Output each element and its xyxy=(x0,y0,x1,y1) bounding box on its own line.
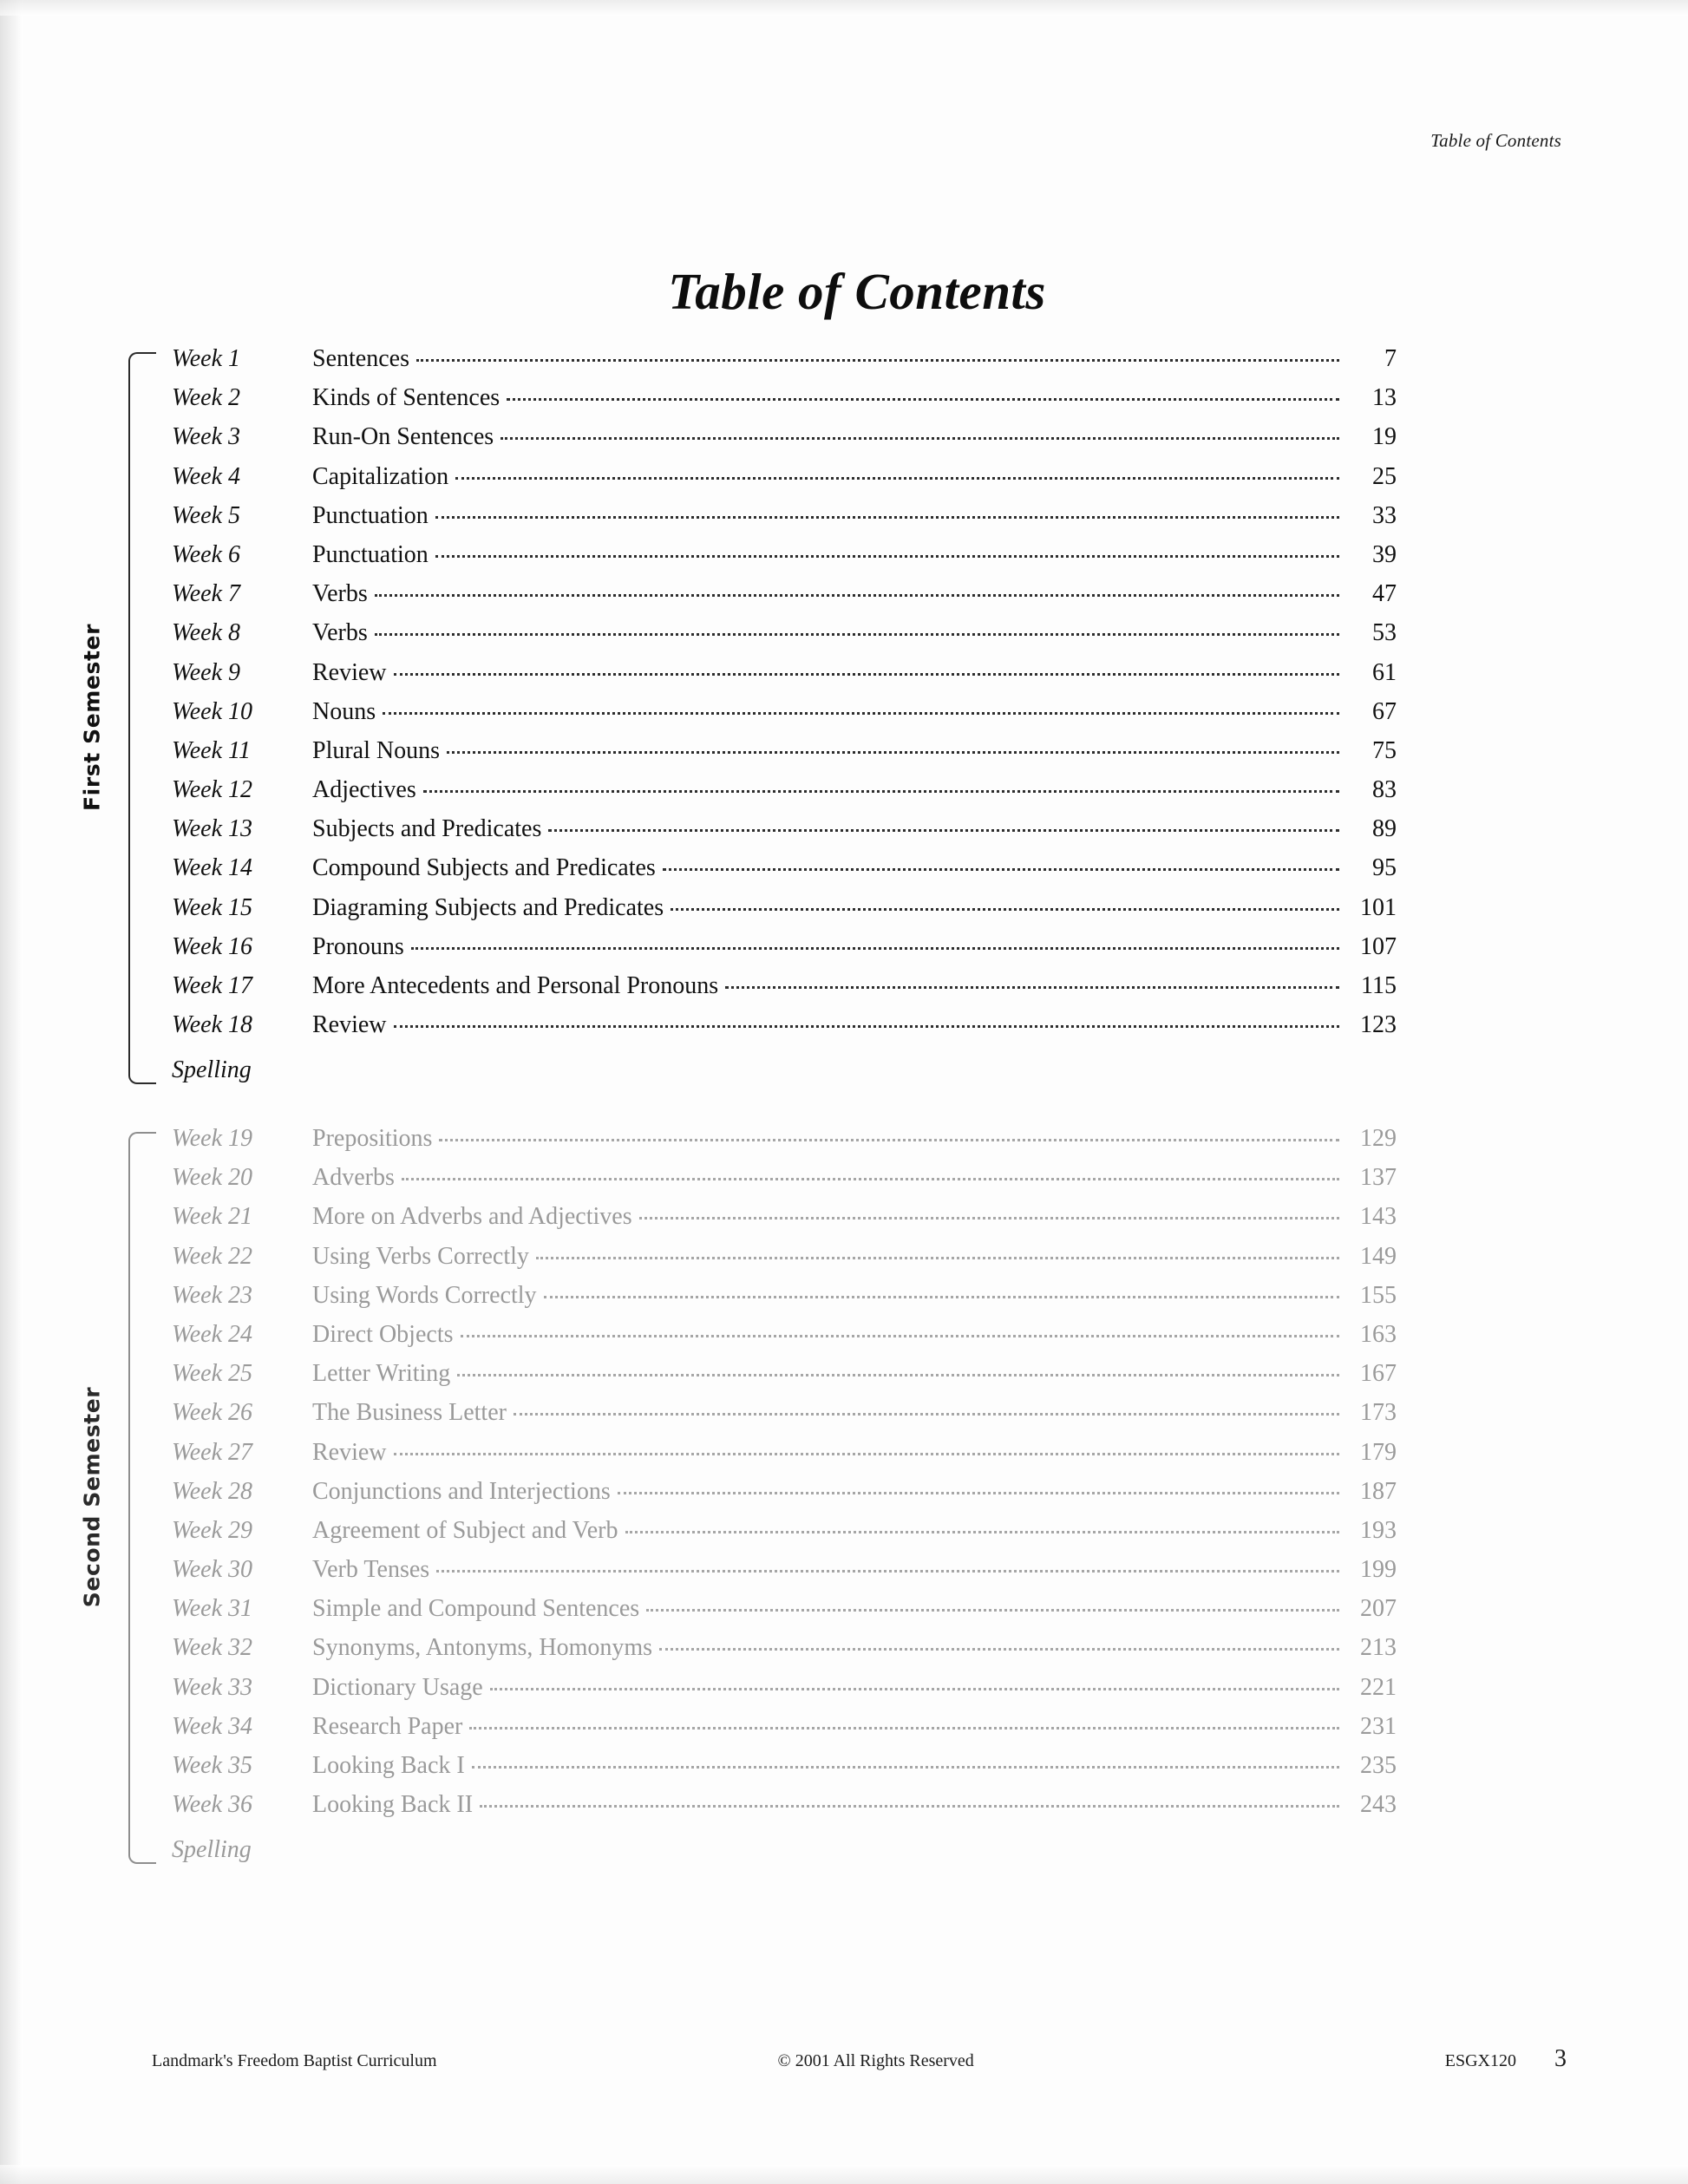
toc-entry-page: 193 xyxy=(1360,1516,1397,1544)
toc-entry-week: Week 28 xyxy=(172,1477,253,1505)
toc-leader-dots xyxy=(461,1335,1340,1337)
toc-entry-week: Week 36 xyxy=(172,1791,253,1819)
toc-leader-dots xyxy=(447,751,1339,754)
toc-leader-dots xyxy=(725,986,1339,989)
semester-section-second xyxy=(79,1125,1397,1869)
toc-leader-dots xyxy=(455,477,1339,480)
toc-entry[interactable] xyxy=(172,1360,1397,1399)
toc-entry[interactable] xyxy=(172,345,1397,384)
toc-entry[interactable] xyxy=(172,815,1397,854)
toc-entry-title: Diagraming Subjects and Predicates xyxy=(312,893,664,921)
toc-leader-dots xyxy=(544,1296,1339,1298)
toc-entry-title: Run-On Sentences xyxy=(312,423,494,451)
toc-entry[interactable] xyxy=(172,1125,1397,1164)
toc-entry-title: More on Adverbs and Adjectives xyxy=(312,1203,632,1231)
toc-entry-week: Week 34 xyxy=(172,1712,253,1740)
toc-entry-page: 67 xyxy=(1372,697,1397,725)
toc-leader-dots xyxy=(435,516,1339,519)
semester-label-first: First Semester xyxy=(79,624,105,812)
toc-entry-page: 95 xyxy=(1372,854,1397,882)
toc-entry-title: Review xyxy=(312,658,387,686)
toc-leader-dots xyxy=(671,908,1339,911)
toc-entry-page: 243 xyxy=(1360,1791,1397,1819)
toc-leader-dots xyxy=(457,1374,1339,1376)
toc-entry-page: 155 xyxy=(1360,1281,1397,1309)
toc-entry-week: Week 11 xyxy=(172,736,251,764)
toc-entry-title: Review xyxy=(312,1011,387,1039)
toc-entry-week: Week 16 xyxy=(172,932,253,960)
toc-entry-page: 231 xyxy=(1360,1712,1397,1740)
toc-entry-page: 123 xyxy=(1360,1011,1397,1039)
toc-entry-page: 213 xyxy=(1360,1634,1397,1662)
toc-entry-page: 13 xyxy=(1372,384,1397,412)
toc-entry-title: Looking Back II xyxy=(312,1791,474,1819)
footer-product-code: ESGX120 xyxy=(1444,2051,1516,2070)
toc-entry-week: Week 18 xyxy=(172,1011,253,1039)
toc-leader-dots xyxy=(501,437,1339,440)
toc-entry-title: Verbs xyxy=(312,580,368,608)
toc-entry[interactable] xyxy=(172,1011,1397,1050)
toc-entry[interactable] xyxy=(172,1674,1397,1713)
toc-leader-dots xyxy=(659,1648,1339,1651)
page-title xyxy=(0,262,1688,322)
toc-leader-dots xyxy=(469,1727,1339,1730)
toc-entry-page: 47 xyxy=(1372,580,1397,608)
toc-entry-page: 89 xyxy=(1372,815,1397,843)
toc-leader-dots xyxy=(402,1178,1339,1180)
scan-edge-left xyxy=(0,0,23,2184)
toc-leader-dots xyxy=(394,1453,1339,1455)
toc-entry-week: Week 9 xyxy=(172,658,241,686)
toc-entry-title: Adjectives xyxy=(312,776,416,804)
semester-bracket-second xyxy=(128,1132,156,1864)
spelling-entry-first[interactable]: Spelling xyxy=(172,1056,252,1084)
toc-entry-title: Plural Nouns xyxy=(312,736,440,764)
toc-leader-dots xyxy=(439,1139,1339,1141)
toc-entry-page: 137 xyxy=(1360,1164,1397,1192)
toc-entry-week: Week 6 xyxy=(172,540,241,568)
toc-leader-dots xyxy=(639,1217,1339,1220)
toc-entry-week: Week 7 xyxy=(172,580,241,608)
toc-leader-dots xyxy=(394,1025,1339,1028)
scan-edge-top xyxy=(0,0,1688,16)
page-footer xyxy=(152,2045,1567,2073)
toc-entry-week: Week 4 xyxy=(172,462,241,490)
toc-entry-week: Week 33 xyxy=(172,1673,253,1701)
toc-entry[interactable] xyxy=(172,1752,1397,1791)
toc-leader-dots xyxy=(375,633,1339,636)
toc-entry-week: Week 14 xyxy=(172,854,253,882)
toc-entry-page: 61 xyxy=(1372,658,1397,686)
semester-section-first xyxy=(79,345,1397,1089)
toc-leader-dots xyxy=(618,1492,1339,1494)
toc-entry[interactable] xyxy=(172,463,1397,502)
toc-leader-dots xyxy=(411,947,1339,950)
toc-leader-dots xyxy=(490,1688,1339,1690)
toc-list-second-semester xyxy=(172,1125,1397,1830)
toc-entry-week: Week 23 xyxy=(172,1281,253,1309)
toc-entry[interactable] xyxy=(172,1321,1397,1360)
toc-entry-week: Week 12 xyxy=(172,776,253,804)
toc-leader-dots xyxy=(472,1766,1339,1769)
toc-entry-title: Capitalization xyxy=(312,462,449,490)
semester-bracket-first xyxy=(128,352,156,1084)
toc-entry[interactable] xyxy=(172,1595,1397,1634)
toc-entry[interactable] xyxy=(172,1791,1397,1830)
toc-entry-week: Week 35 xyxy=(172,1752,253,1779)
toc-entry-week: Week 10 xyxy=(172,697,253,725)
toc-entry-title: More Antecedents and Personal Pronouns xyxy=(312,972,719,999)
toc-entry-week: Week 17 xyxy=(172,972,253,999)
toc-entry-week: Week 5 xyxy=(172,501,241,529)
toc-entry-title: Using Words Correctly xyxy=(312,1281,537,1309)
toc-entry-title: Synonyms, Antonyms, Homonyms xyxy=(312,1634,653,1662)
toc-entry[interactable] xyxy=(172,933,1397,972)
toc-entry-page: 101 xyxy=(1360,893,1397,921)
page-title-text: Table of Contents xyxy=(668,262,1046,320)
toc-entry[interactable] xyxy=(172,1634,1397,1673)
toc-entry-page: 19 xyxy=(1372,423,1397,451)
toc-leader-dots xyxy=(435,555,1339,558)
toc-entry-week: Week 22 xyxy=(172,1242,253,1270)
toc-entry-page: 115 xyxy=(1361,972,1397,999)
toc-leader-dots xyxy=(548,829,1339,832)
toc-entry[interactable] xyxy=(172,1478,1397,1517)
toc-entry-week: Week 29 xyxy=(172,1516,253,1544)
toc-entry[interactable] xyxy=(172,854,1397,893)
toc-entry-week: Week 32 xyxy=(172,1634,253,1662)
toc-entry-page: 187 xyxy=(1360,1477,1397,1505)
toc-entry-week: Week 26 xyxy=(172,1399,253,1427)
toc-entry-page: 143 xyxy=(1360,1203,1397,1231)
toc-entry-week: Week 25 xyxy=(172,1360,253,1388)
toc-entry-title: Dictionary Usage xyxy=(312,1673,483,1701)
toc-entry-page: 173 xyxy=(1360,1399,1397,1427)
footer-page-number: 3 xyxy=(1554,2045,1567,2072)
footer-copyright: © 2001 All Rights Reserved xyxy=(777,2051,974,2070)
toc-entry-title: Letter Writing xyxy=(312,1360,451,1388)
toc-entry-title: Simple and Compound Sentences xyxy=(312,1595,640,1623)
toc-list-first-semester xyxy=(172,345,1397,1050)
toc-entry-week: Week 31 xyxy=(172,1595,253,1623)
toc-entry-page: 53 xyxy=(1372,619,1397,647)
toc-entry-page: 33 xyxy=(1372,501,1397,529)
toc-entry[interactable] xyxy=(172,972,1397,1011)
toc-entry[interactable] xyxy=(172,1439,1397,1478)
toc-entry-page: 179 xyxy=(1360,1438,1397,1466)
toc-entry[interactable] xyxy=(172,894,1397,933)
toc-leader-dots xyxy=(507,398,1339,401)
toc-leader-dots xyxy=(480,1805,1339,1808)
toc-leader-dots xyxy=(375,594,1339,597)
toc-entry-title: Nouns xyxy=(312,697,376,725)
toc-entry-page: 39 xyxy=(1372,540,1397,568)
toc-entry-week: Week 20 xyxy=(172,1164,253,1192)
toc-leader-dots xyxy=(514,1413,1339,1416)
toc-entry[interactable] xyxy=(172,423,1397,462)
toc-entry-title: Verb Tenses xyxy=(312,1556,430,1584)
toc-entry-page: 129 xyxy=(1360,1125,1397,1152)
toc-leader-dots xyxy=(423,790,1339,793)
toc-entry-title: Kinds of Sentences xyxy=(312,384,501,412)
toc-entry[interactable] xyxy=(172,776,1397,815)
toc-entry-week: Week 27 xyxy=(172,1438,253,1466)
toc-leader-dots xyxy=(663,868,1339,871)
spelling-entry-second[interactable]: Spelling xyxy=(172,1836,252,1864)
toc-entry-week: Week 2 xyxy=(172,384,241,412)
toc-entry-title: Verbs xyxy=(312,619,368,647)
toc-entry-week: Week 21 xyxy=(172,1203,253,1231)
toc-entry-week: Week 30 xyxy=(172,1556,253,1584)
toc-entry-page: 7 xyxy=(1384,345,1397,372)
toc-entry-title: Direct Objects xyxy=(312,1320,454,1348)
toc-leader-dots xyxy=(416,359,1339,362)
footer-publisher: Landmark's Freedom Baptist Curriculum xyxy=(152,2051,437,2070)
toc-entry-week: Week 3 xyxy=(172,423,241,451)
toc-entry-page: 75 xyxy=(1372,736,1397,764)
toc-entry[interactable] xyxy=(172,1517,1397,1556)
toc-entry-title: Review xyxy=(312,1438,387,1466)
toc-entry-page: 163 xyxy=(1360,1320,1397,1348)
toc-entry-title: Agreement of Subject and Verb xyxy=(312,1516,618,1544)
toc-entry-page: 199 xyxy=(1360,1556,1397,1584)
toc-leader-dots xyxy=(625,1531,1340,1533)
toc-entry-title: Using Verbs Correctly xyxy=(312,1242,529,1270)
toc-entry-title: Research Paper xyxy=(312,1712,463,1740)
toc-entry-week: Week 19 xyxy=(172,1125,253,1152)
toc-entry[interactable] xyxy=(172,1203,1397,1242)
toc-entry-title: Conjunctions and Interjections xyxy=(312,1477,611,1505)
toc-entry-page: 167 xyxy=(1360,1360,1397,1388)
toc-entry[interactable] xyxy=(172,384,1397,423)
toc-entry[interactable] xyxy=(172,541,1397,580)
toc-entry-title: Punctuation xyxy=(312,540,429,568)
toc-entry-title: Adverbs xyxy=(312,1164,395,1192)
toc-entry-page: 83 xyxy=(1372,776,1397,804)
toc-entry[interactable] xyxy=(172,1282,1397,1321)
toc-leader-dots xyxy=(394,673,1339,676)
toc-entry[interactable] xyxy=(172,580,1397,619)
toc-entry[interactable] xyxy=(172,698,1397,737)
toc-entry-page: 149 xyxy=(1360,1242,1397,1270)
running-head: Table of Contents xyxy=(1430,130,1561,151)
toc-entry-week: Week 15 xyxy=(172,893,253,921)
toc-entry-week: Week 1 xyxy=(172,345,241,372)
toc-entry-page: 221 xyxy=(1360,1673,1397,1701)
toc-entry[interactable] xyxy=(172,1399,1397,1438)
toc-entry-week: Week 8 xyxy=(172,619,241,647)
toc-entry[interactable] xyxy=(172,1243,1397,1282)
toc-entry-title: Looking Back I xyxy=(312,1752,465,1779)
toc-entry-page: 235 xyxy=(1360,1752,1397,1779)
toc-leader-dots xyxy=(383,712,1339,715)
toc-entry-title: Sentences xyxy=(312,345,409,372)
toc-entry-week: Week 13 xyxy=(172,815,253,843)
toc-entry[interactable] xyxy=(172,1713,1397,1752)
toc-entry-title: The Business Letter xyxy=(312,1399,507,1427)
toc-entry-page: 25 xyxy=(1372,462,1397,490)
toc-entry-title: Prepositions xyxy=(312,1125,433,1152)
toc-entry-title: Pronouns xyxy=(312,932,404,960)
toc-entry[interactable] xyxy=(172,502,1397,541)
toc-entry-page: 207 xyxy=(1360,1595,1397,1623)
toc-leader-dots xyxy=(536,1257,1339,1259)
toc-entry[interactable] xyxy=(172,619,1397,658)
toc-entry-page: 107 xyxy=(1360,932,1397,960)
toc-entry-week: Week 24 xyxy=(172,1320,253,1348)
toc-entry-title: Punctuation xyxy=(312,501,429,529)
toc-entry[interactable] xyxy=(172,659,1397,698)
toc-entry-title: Compound Subjects and Predicates xyxy=(312,854,656,882)
toc-entry[interactable] xyxy=(172,1556,1397,1595)
toc-leader-dots xyxy=(646,1609,1339,1612)
toc-leader-dots xyxy=(436,1570,1339,1573)
semester-label-second: Second Semester xyxy=(79,1386,105,1608)
toc-entry[interactable] xyxy=(172,737,1397,776)
toc-entry[interactable] xyxy=(172,1164,1397,1203)
toc-entry-title: Subjects and Predicates xyxy=(312,815,542,843)
scan-edge-bottom xyxy=(0,2165,1688,2184)
